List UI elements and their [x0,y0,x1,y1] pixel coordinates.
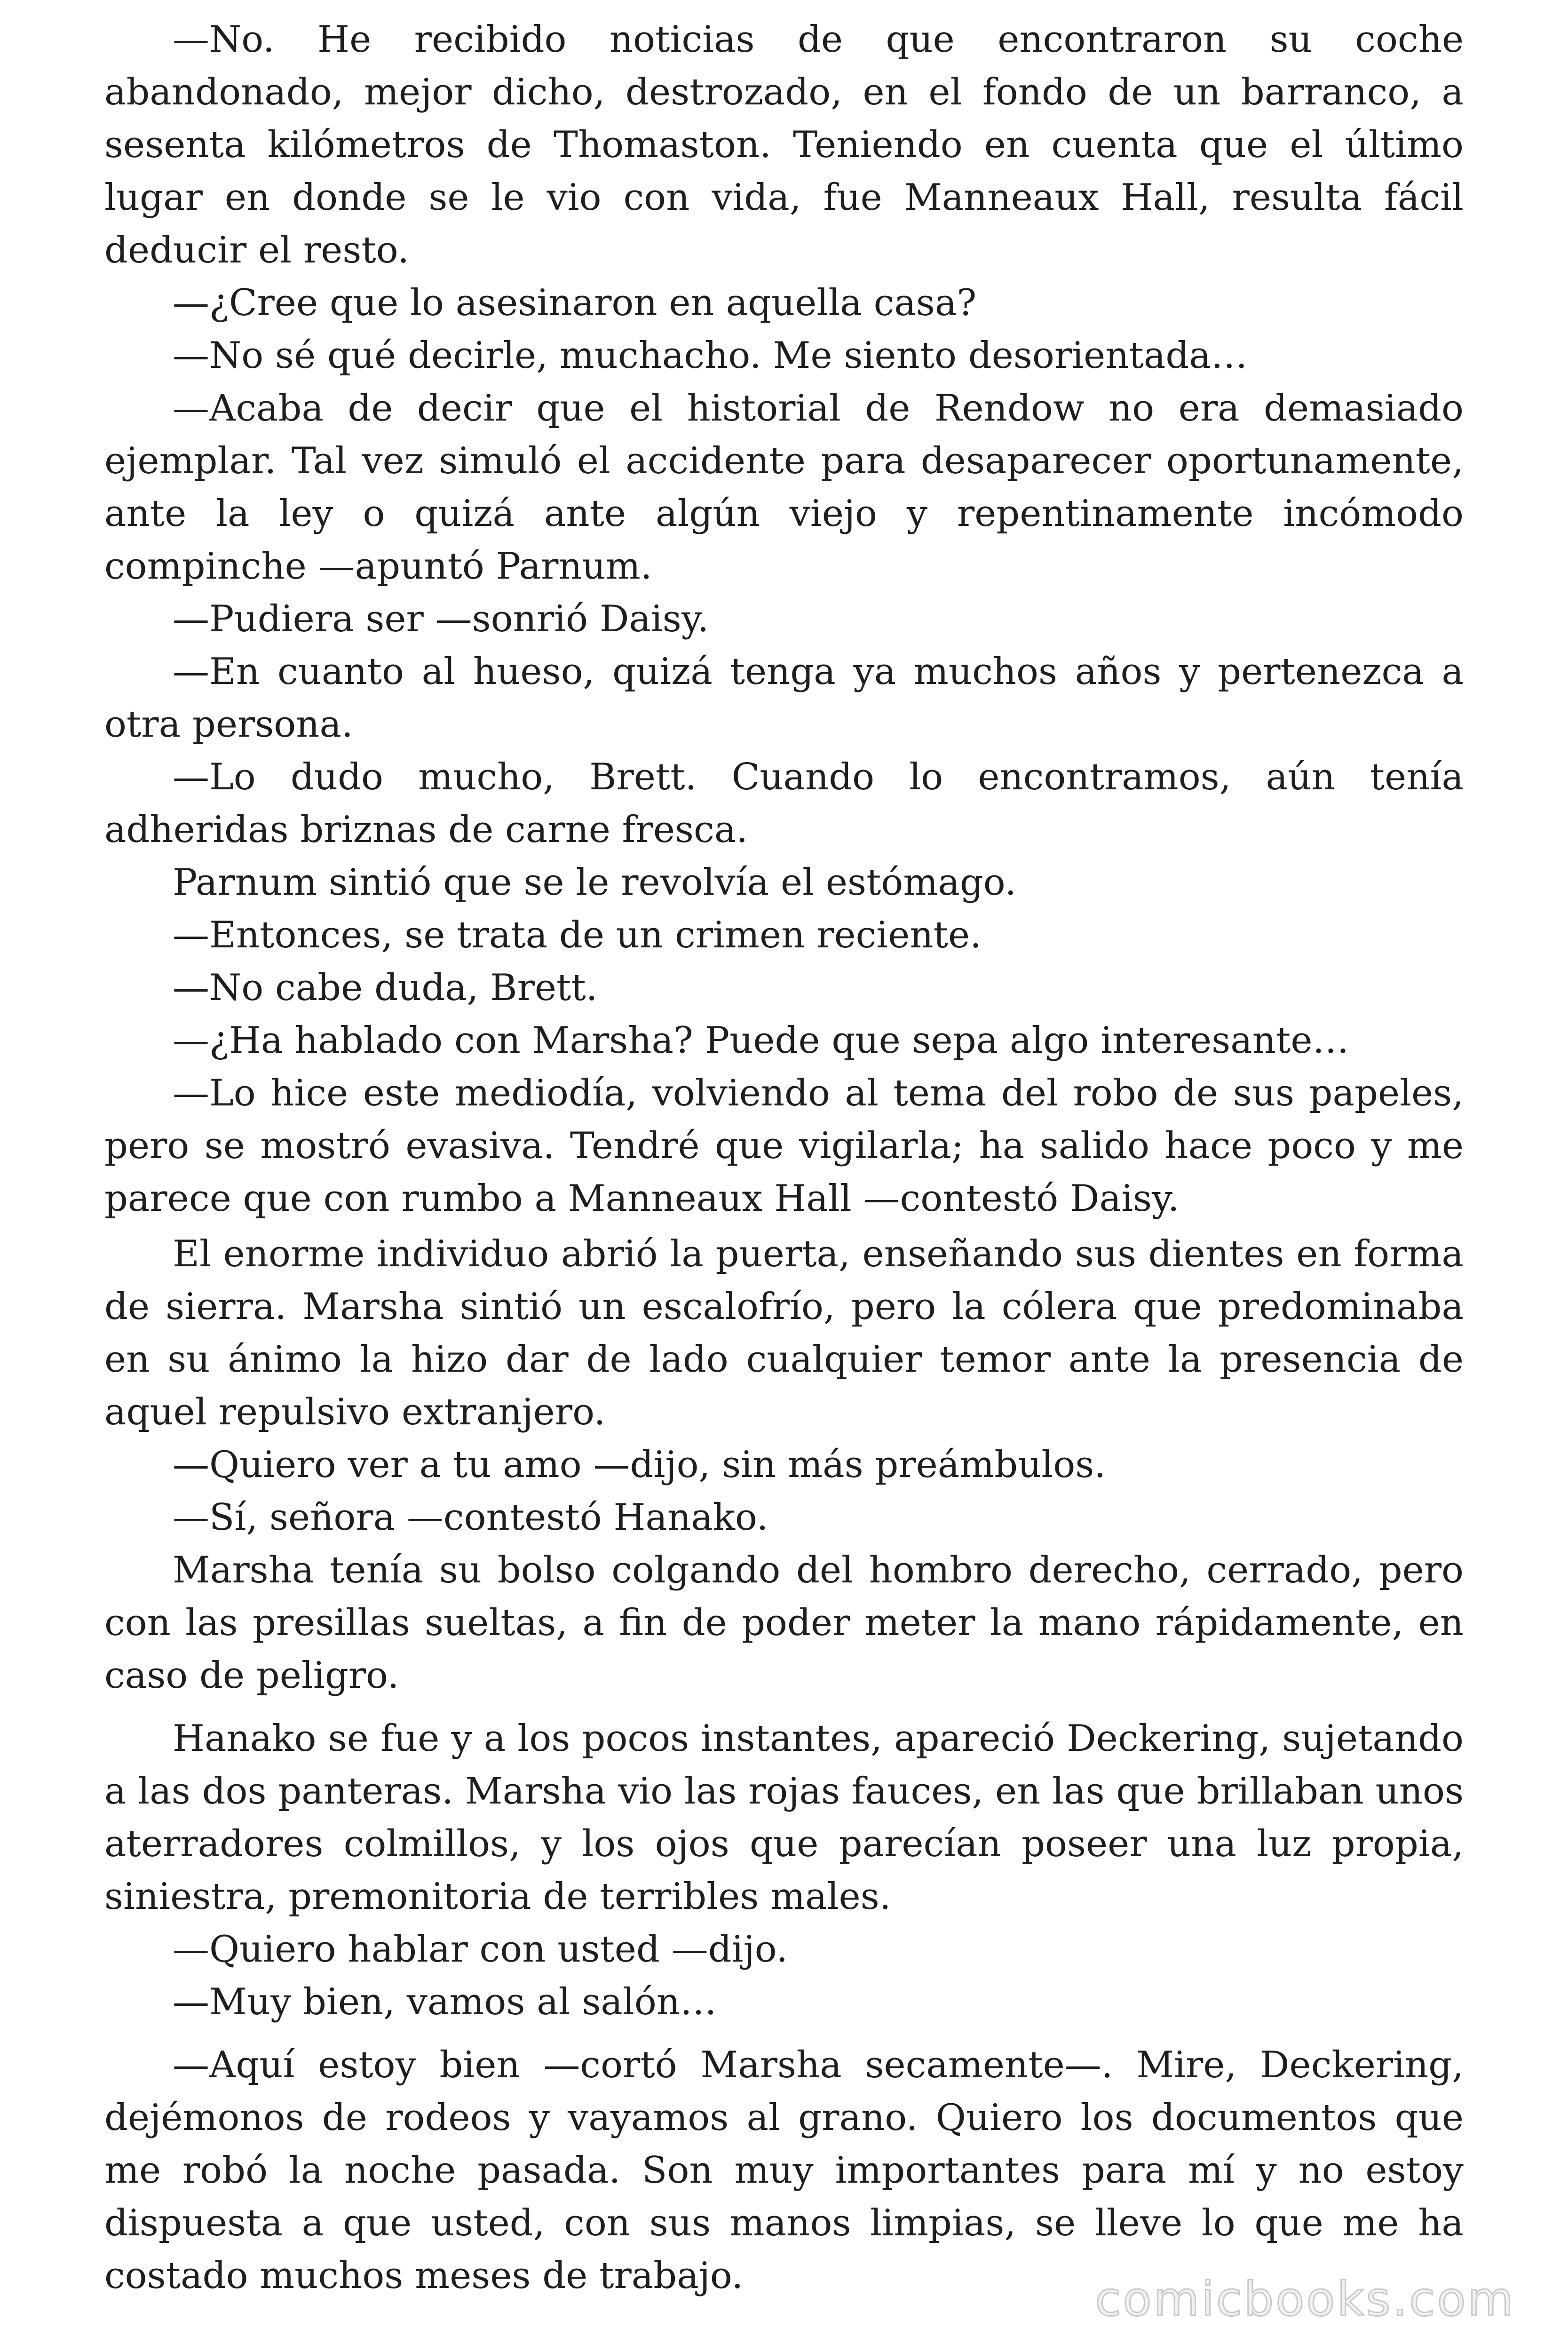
paragraph: —¿Cree que lo asesinaron en aquella casa? [173,282,977,324]
paragraph: —Lo dudo mucho, Brett. Cuando lo encontramos, aún tenía adheridas briznas de carne fresca. [104,756,1464,851]
paragraph: —Quiero ver a tu amo —dijo, sin más preámbulos. [173,1444,1106,1486]
paragraph: Parnum sintió que se le revolvía el estómago. [173,861,1017,904]
paragraph: —En cuanto al hueso, quizá tenga ya muchos años y pertenezca a otra persona. [104,651,1464,746]
paragraph: —Acaba de decir que el historial de Rendow no era demasiado ejemplar. Tal vez simuló el accidente para desaparecer oportunamente, ante la ley o quizá ante algún viejo y repentinamente incómodo compinche —apuntó Parnum. [104,387,1464,588]
paragraph: —No sé qué decirle, muchacho. Me siento desorientada… [173,334,1248,377]
paragraph: —Entonces, se trata de un crimen reciente. [173,914,982,956]
paragraph: —Muy bien, vamos al salón… [173,1981,717,2023]
paragraph: —Sí, señora —contestó Hanako. [173,1496,768,1539]
book-page [104,13,1464,2302]
paragraph: Hanako se fue y a los pocos instantes, apareció Deckering, sujetando a las dos panteras. Marsha vio las rojas fauces, en las que brillaban unos aterradores colmillos, y los ojos que parecían poseer una luz propia, siniestra, premonitoria de terribles males. [104,1717,1464,1918]
paragraph: —No. He recibido noticias de que encontraron su coche abandonado, mejor dicho, destrozado, en el fondo de un barranco, a sesenta kilómetros de Thomaston. Teniendo en cuenta que el último lugar en donde se le vio con vida, fue Manneaux Hall, resulta fácil deducir el resto. [104,18,1464,271]
paragraph: —Pudiera ser —sonrió Daisy. [173,598,709,640]
paragraph: Marsha tenía su bolso colgando del hombro derecho, cerrado, pero con las presillas sueltas, a fin de poder meter la mano rápidamente, en caso de peligro. [104,1549,1464,1697]
paragraph: —Lo hice este mediodía, volviendo al tema del robo de sus papeles, pero se mostró evasiva. Tendré que vigilarla; ha salido hace poco y me parece que con rumbo a Manneaux Hall —contestó Daisy. [104,1072,1464,1220]
paragraph: —Quiero hablar con usted —dijo. [173,1928,788,1971]
paragraph: —Aquí estoy bien —cortó Marsha secamente—. Mire, Deckering, dejémonos de rodeos y vayamos al grano. Quiero los documentos que me robó la noche pasada. Son muy importantes para mí y no estoy dispuesta a que usted, con sus manos limpias, se lleve lo que me ha costado muchos meses de trabajo. [104,2044,1464,2297]
paragraph: El enorme individuo abrió la puerta, enseñando sus dientes en forma de sierra. Marsha sintió un escalofrío, pero la cólera que predominaba en su ánimo la hizo dar de lado cualquier temor ante la presencia de aquel repulsivo extranjero. [104,1233,1464,1433]
paragraph: —¿Ha hablado con Marsha? Puede que sepa algo interesante… [173,1019,1349,1062]
paragraph: —No cabe duda, Brett. [173,967,598,1009]
watermark-logo: comicbooks.com [1095,2272,1515,2327]
